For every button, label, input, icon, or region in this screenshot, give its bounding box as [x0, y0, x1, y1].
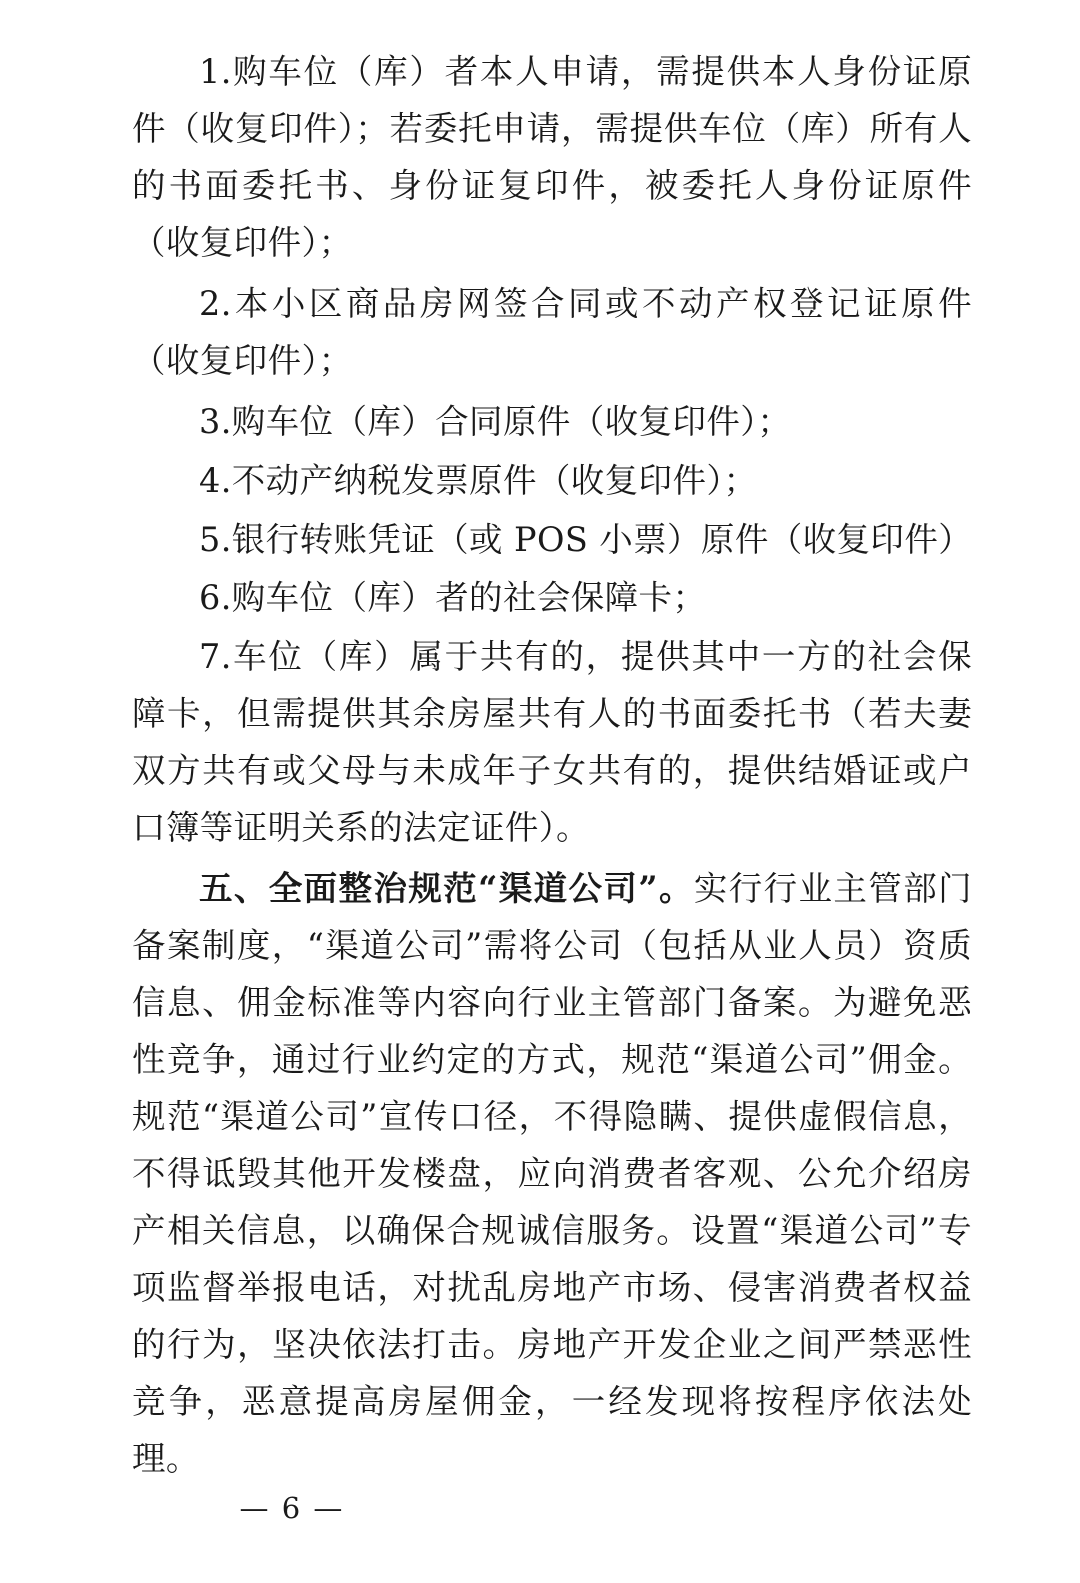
document-body: [132, 44, 972, 1491]
list-item: 7.车位（库）属于共有的，提供其中一方的社会保障卡，但需提供其余房屋共有人的书面委托书（若夫妻双方共有或父母与未成年子女共有的，提供结婚证或户口簿等证明关系的法定证件）。: [132, 637, 972, 848]
list-item: 6.购车位（库）者的社会保障卡；: [199, 578, 707, 618]
list-item: 1.购车位（库）者本人申请，需提供本人身份证原件（收复印件）；若委托申请，需提供车位（库）所有人的书面委托书、身份证复印件，被委托人身份证原件（收复印件）；: [132, 52, 972, 262]
section-paragraph: [132, 861, 972, 1487]
section-heading: 五、全面整治规范“渠道公司”。: [199, 869, 694, 909]
list-item: 3.购车位（库）合同原件（收复印件）；: [199, 401, 792, 441]
list-item: 5.银行转账凭证（或 POS 小票）原件（收复印件）: [199, 519, 973, 559]
list-item: 2.本小区商品房网签合同或不动产权登记证原件（收复印件）；: [132, 283, 972, 380]
section-body: 实行行业主管部门备案制度，“渠道公司”需将公司（包括从业人员）资质信息、佣金标准等内容向行业主管部门备案。为避免恶性竞争，通过行业约定的方式，规范“渠道公司”佣金。规范“渠道公司”宣传口径，不得隐瞒、提供虚假信息，不得诋毁其他开发楼盘，应向消费者客观、公允介绍房产相关信息，以确保合规诚信服务。设置“渠道公司”专项监督举报电话，对扰乱房地产市场、侵害消费者权益的行为，坚决依法打击。房地产开发企业之间严禁恶性竞争，恶意提高房屋佣金，一经发现将按程序依法处理。: [132, 869, 972, 1478]
list-item: 4.不动产纳税发票原件（收复印件）；: [199, 460, 758, 500]
page-number: — 6 —: [239, 1491, 345, 1526]
